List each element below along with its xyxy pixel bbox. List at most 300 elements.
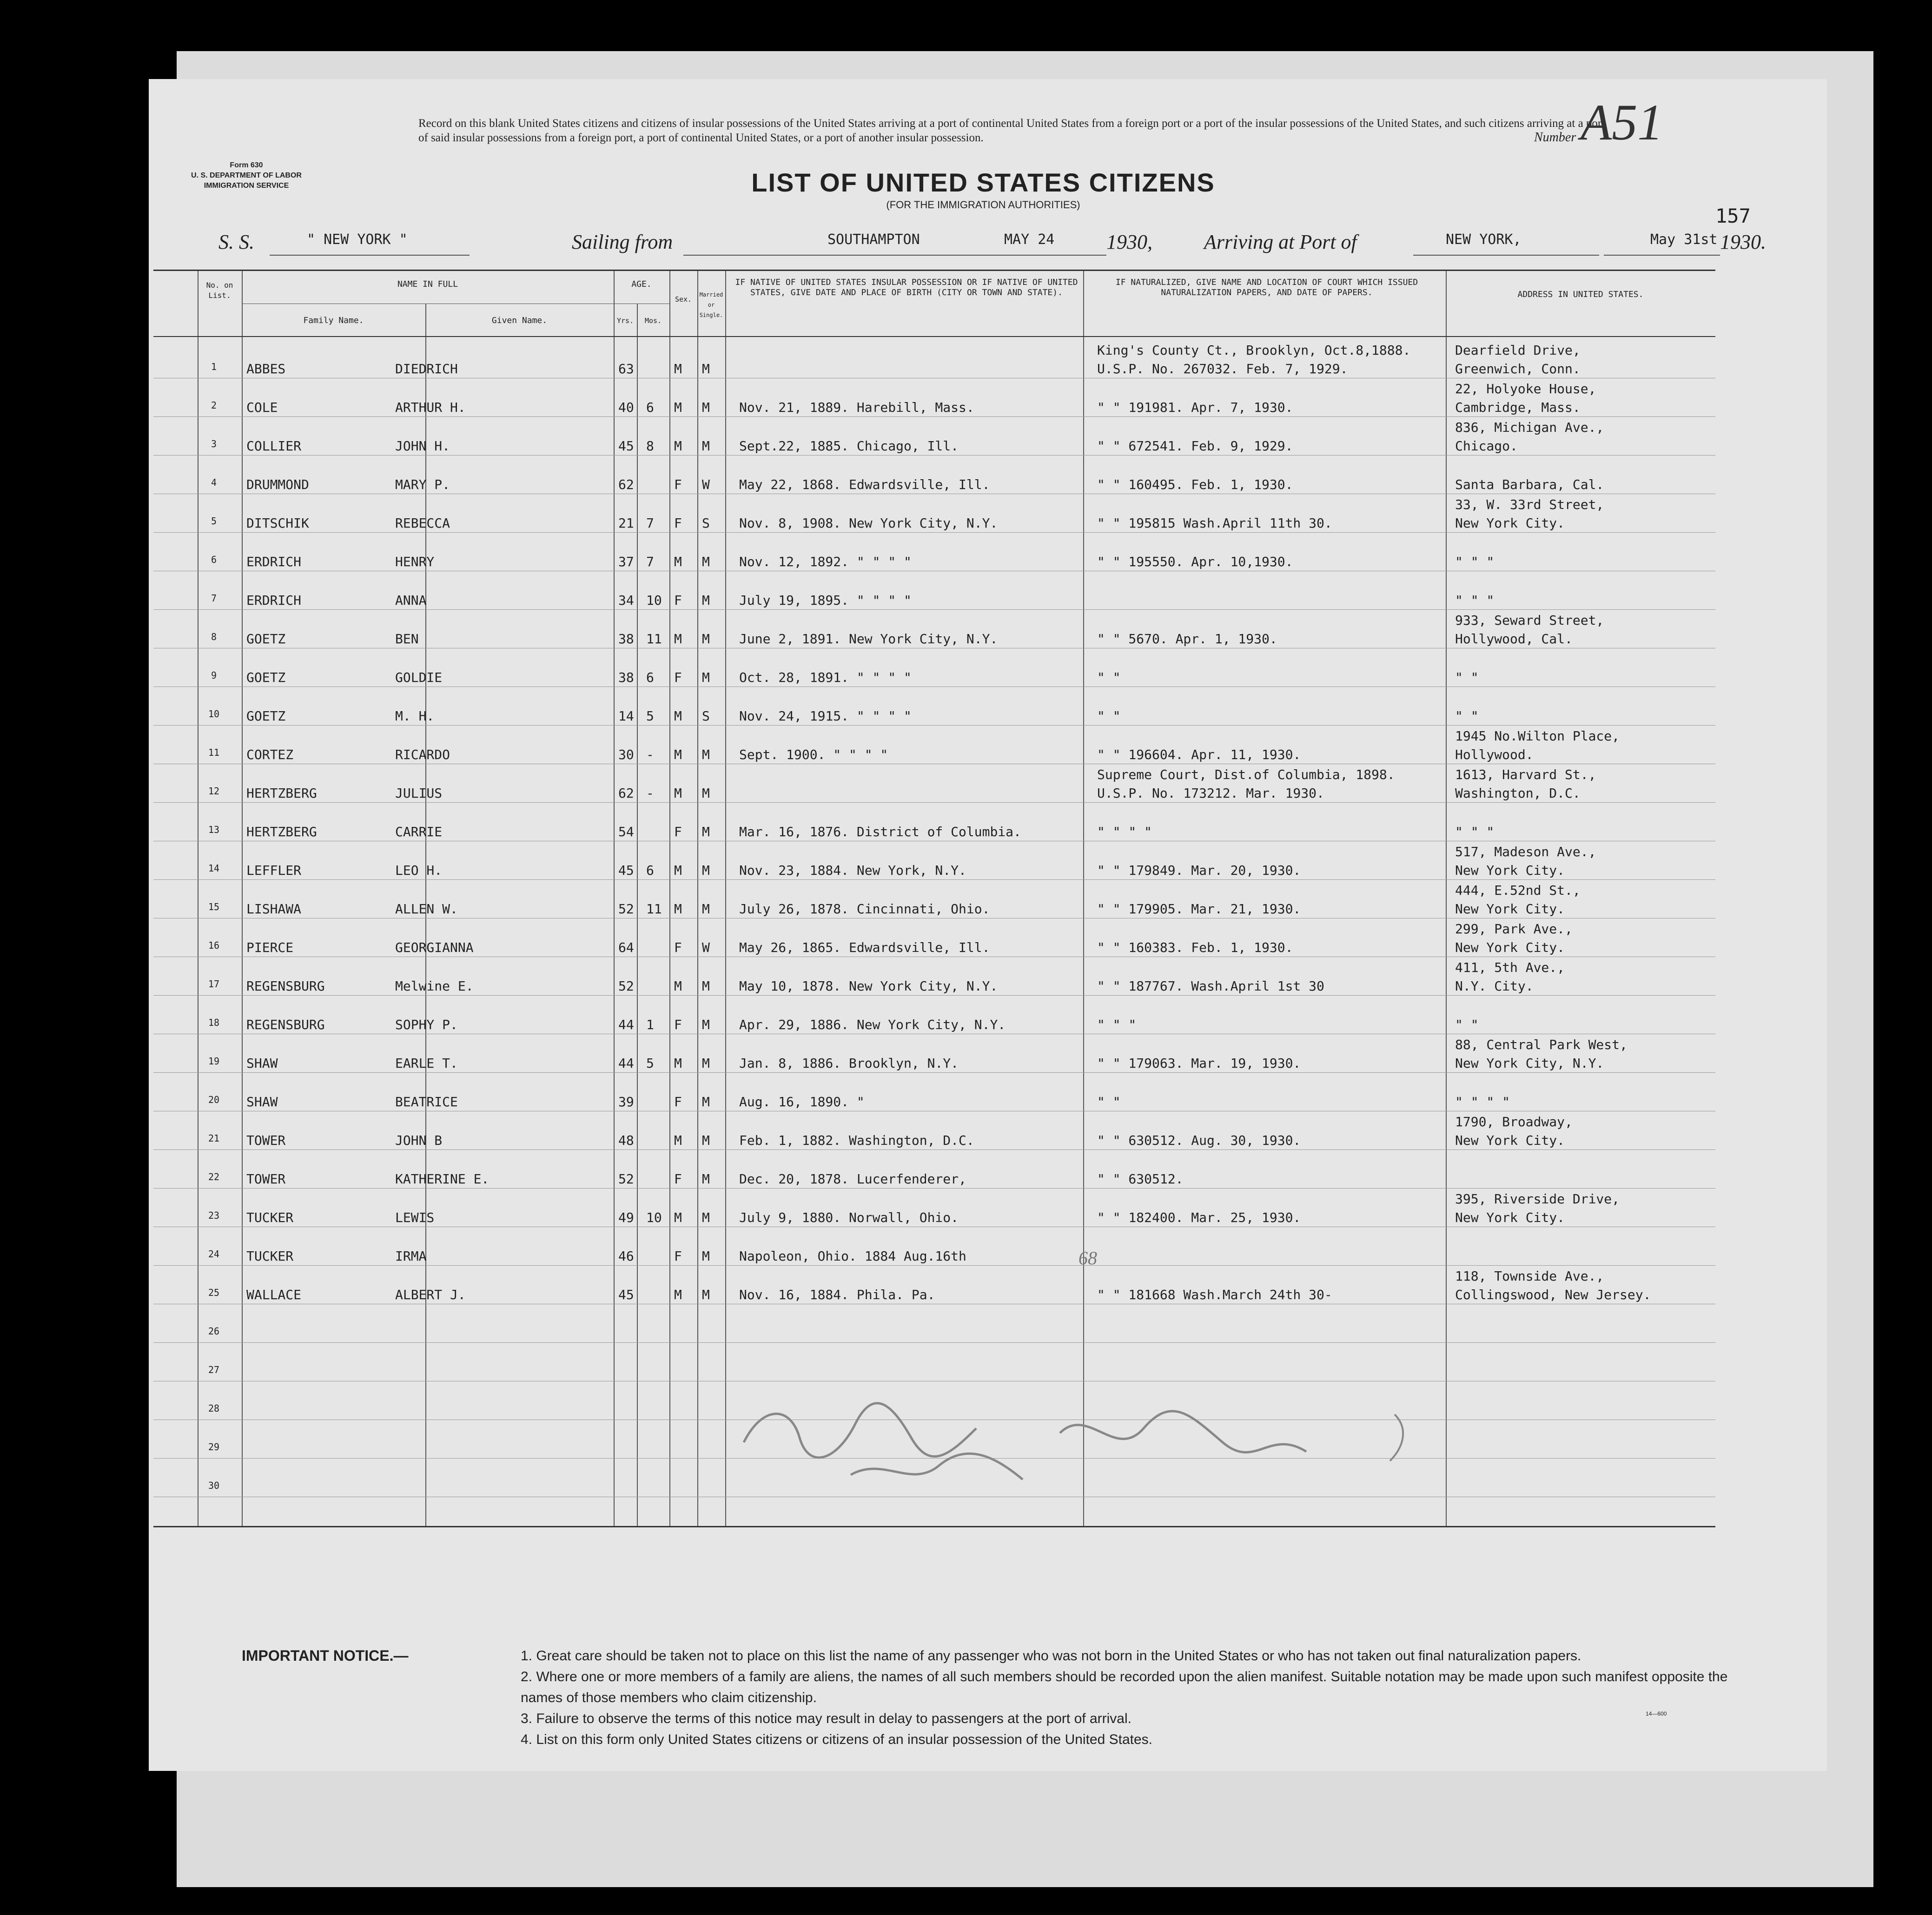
cell-addr1: Dearfield Drive, bbox=[1455, 343, 1581, 358]
cell-birth: Nov. 16, 1884. Phila. Pa. bbox=[739, 1287, 935, 1302]
cell-nat1: Supreme Court, Dist.of Columbia, 1898. bbox=[1097, 767, 1395, 782]
cell-addr2: N.Y. City. bbox=[1455, 978, 1534, 994]
cell-addr1: 836, Michigan Ave., bbox=[1455, 420, 1604, 435]
table-row bbox=[153, 842, 1715, 879]
cell-sex: F bbox=[674, 824, 682, 839]
cell-given: KATHERINE E. bbox=[395, 1171, 490, 1187]
cell-sex: F bbox=[674, 515, 682, 531]
cell-given: DIEDRICH bbox=[395, 361, 458, 376]
cell-nat2: U.S.P. No. 173212. Mar. 1930. bbox=[1097, 786, 1324, 801]
cell-sex: M bbox=[674, 1133, 682, 1148]
number-value: A51 bbox=[1581, 94, 1663, 151]
table-row bbox=[153, 1344, 1715, 1381]
cell-given: ARTHUR H. bbox=[395, 400, 466, 415]
form-number: Form 630 bbox=[230, 161, 263, 169]
cell-ms: M bbox=[702, 978, 710, 994]
cell-yrs: 37 bbox=[618, 554, 634, 569]
cell-nat2: " " 181668 Wash.March 24th 30- bbox=[1097, 1287, 1332, 1302]
cell-birth: May 26, 1865. Edwardsville, Ill. bbox=[739, 940, 990, 955]
ship-name: " NEW YORK " bbox=[307, 231, 408, 248]
cell-no: 24 bbox=[208, 1248, 220, 1260]
cell-no: 12 bbox=[208, 786, 220, 797]
header-no: No. on List. bbox=[206, 281, 233, 300]
cell-given: M. H. bbox=[395, 708, 435, 724]
cell-addr1: 444, E.52nd St., bbox=[1455, 883, 1581, 898]
cell-ms: M bbox=[702, 747, 710, 762]
cell-sex: M bbox=[674, 438, 682, 454]
cell-yrs: 46 bbox=[618, 1248, 634, 1264]
cell-given: MARY P. bbox=[395, 477, 450, 492]
cell-birth: June 2, 1891. New York City, N.Y. bbox=[739, 631, 998, 647]
cell-yrs: 40 bbox=[618, 400, 634, 415]
cell-birth: Sept.22, 1885. Chicago, Ill. bbox=[739, 438, 959, 454]
cell-yrs: 48 bbox=[618, 1133, 634, 1148]
top-instruction: Record on this blank United States citizens and citizens of insular possessions of the United States arriving at a port of continental United States from a foreign port or a port of the insular possessions of the United States, and such citizens arriving at a port of said insular possessions from a foreign port, a port of continental United States, or a port of another insular possession. bbox=[418, 117, 1605, 144]
cell-given: ANNA bbox=[395, 593, 427, 608]
cell-nat2: " " 196604. Apr. 11, 1930. bbox=[1097, 747, 1301, 762]
cell-nat2: " " 5670. Apr. 1, 1930. bbox=[1097, 631, 1277, 647]
cell-birth: May 22, 1868. Edwardsville, Ill. bbox=[739, 477, 990, 492]
cell-family: DRUMMOND bbox=[246, 477, 309, 492]
cell-nat2: U.S.P. No. 267032. Feb. 7, 1929. bbox=[1097, 361, 1348, 376]
cell-given: ALBERT J. bbox=[395, 1287, 466, 1302]
cell-nat2: " " 160495. Feb. 1, 1930. bbox=[1097, 477, 1293, 492]
cell-sex: M bbox=[674, 978, 682, 994]
punch-hole bbox=[81, 358, 97, 380]
cell-given: GOLDIE bbox=[395, 670, 443, 685]
cell-birth: Nov. 24, 1915. " " " " bbox=[739, 708, 912, 724]
cell-family: DITSCHIK bbox=[246, 515, 309, 531]
table-row bbox=[153, 379, 1715, 416]
cell-ms: M bbox=[702, 1094, 710, 1109]
cell-addr2: " " bbox=[1455, 708, 1479, 724]
arriving-label: Arriving at Port of bbox=[1204, 231, 1357, 253]
table-row bbox=[153, 1267, 1715, 1304]
cell-no: 7 bbox=[211, 593, 217, 604]
cell-given: LEO H. bbox=[395, 863, 443, 878]
cell-given: JULIUS bbox=[395, 786, 443, 801]
port-from: SOUTHAMPTON bbox=[827, 231, 920, 248]
cell-ms: M bbox=[702, 554, 710, 569]
handwritten-68: 68 bbox=[1078, 1248, 1097, 1268]
cell-family: TUCKER bbox=[246, 1210, 294, 1225]
cell-nat2: " " 630512. Aug. 30, 1930. bbox=[1097, 1133, 1301, 1148]
cell-nat2: " " 179849. Mar. 20, 1930. bbox=[1097, 863, 1301, 878]
table-row bbox=[153, 1305, 1715, 1342]
cell-ms: M bbox=[702, 786, 710, 801]
cell-given: REBECCA bbox=[395, 515, 450, 531]
cell-no: 16 bbox=[208, 940, 220, 951]
sail-year: 1930, bbox=[1106, 231, 1152, 253]
table-row bbox=[153, 341, 1715, 378]
punch-hole bbox=[1901, 1552, 1915, 1571]
table-row bbox=[153, 534, 1715, 571]
cell-birth: Oct. 28, 1891. " " " " bbox=[739, 670, 912, 685]
cell-ms: M bbox=[702, 824, 710, 839]
cell-ms: M bbox=[702, 438, 710, 454]
cell-mos: 10 bbox=[646, 593, 662, 608]
cell-addr2: " " " bbox=[1455, 593, 1495, 608]
cell-no: 15 bbox=[208, 901, 220, 912]
arrive-date: May 31st bbox=[1650, 231, 1718, 248]
cell-yrs: 54 bbox=[618, 824, 634, 839]
cell-addr1: 88, Central Park West, bbox=[1455, 1037, 1628, 1052]
cell-addr2: New York City. bbox=[1455, 1133, 1565, 1148]
cell-yrs: 39 bbox=[618, 1094, 634, 1109]
cell-family: COLLIER bbox=[246, 438, 302, 454]
table-row bbox=[153, 1151, 1715, 1188]
cell-nat2: " " 195550. Apr. 10,1930. bbox=[1097, 554, 1293, 569]
cell-yrs: 44 bbox=[618, 1056, 634, 1071]
cell-yrs: 21 bbox=[618, 515, 634, 531]
cell-nat2: " " bbox=[1097, 1094, 1121, 1109]
cell-sex: M bbox=[674, 786, 682, 801]
punch-hole bbox=[81, 1348, 97, 1370]
manifest-page bbox=[149, 79, 1827, 1771]
cell-ms: M bbox=[702, 361, 710, 376]
cell-family: PIERCE bbox=[246, 940, 294, 955]
cell-given: ALLEN W. bbox=[395, 901, 458, 917]
cell-addr1: 118, Townside Ave., bbox=[1455, 1268, 1604, 1284]
cell-no: 29 bbox=[208, 1441, 220, 1453]
table-row bbox=[153, 611, 1715, 648]
cell-family: LISHAWA bbox=[246, 901, 302, 917]
header-naturalized: IF NATURALIZED, GIVE NAME AND LOCATION OF COURT WHICH ISSUED NATURALIZATION PAPERS, AND DATE OF PAPERS. bbox=[1115, 277, 1418, 297]
cell-family: COLE bbox=[246, 400, 278, 415]
header-married: Married or Single. bbox=[699, 291, 723, 318]
cell-no: 4 bbox=[211, 477, 217, 488]
cell-birth: July 9, 1880. Norwall, Ohio. bbox=[739, 1210, 959, 1225]
cell-nat2: " " 182400. Mar. 25, 1930. bbox=[1097, 1210, 1301, 1225]
cell-no: 30 bbox=[208, 1480, 220, 1491]
department-name: U. S. DEPARTMENT OF LABOR bbox=[191, 172, 302, 179]
header-birth: IF NATIVE OF UNITED STATES INSULAR POSSESSION OR IF NATIVE OF UNITED STATES, GIVE DATE AND PLACE OF BIRTH (CITY OR TOWN AND STATE). bbox=[735, 277, 1078, 297]
cell-yrs: 45 bbox=[618, 1287, 634, 1302]
cell-ms: M bbox=[702, 1171, 710, 1187]
cell-no: 13 bbox=[208, 824, 220, 835]
cell-birth: Aug. 16, 1890. " bbox=[739, 1094, 865, 1109]
cell-ms: M bbox=[702, 1056, 710, 1071]
cell-mos: - bbox=[646, 786, 654, 801]
cell-addr1: 1790, Broadway, bbox=[1455, 1114, 1573, 1129]
cell-family: SHAW bbox=[246, 1094, 278, 1109]
table-row bbox=[153, 688, 1715, 725]
cell-addr2: Cambridge, Mass. bbox=[1455, 400, 1581, 415]
cell-family: GOETZ bbox=[246, 631, 286, 647]
cell-birth: Dec. 20, 1878. Lucerfenderer, bbox=[739, 1171, 966, 1187]
cell-given: JOHN B bbox=[395, 1133, 443, 1148]
cell-given: LEWIS bbox=[395, 1210, 435, 1225]
cell-mos: 5 bbox=[646, 1056, 654, 1071]
cell-no: 21 bbox=[208, 1133, 220, 1144]
table-row bbox=[153, 1074, 1715, 1111]
cell-birth: Sept. 1900. " " " " bbox=[739, 747, 888, 762]
cell-family: CORTEZ bbox=[246, 747, 294, 762]
cell-sex: F bbox=[674, 1017, 682, 1032]
cell-no: 23 bbox=[208, 1210, 220, 1221]
cell-ms: M bbox=[702, 593, 710, 608]
form-code: 14—600 bbox=[1646, 1710, 1667, 1717]
number-label: Number bbox=[1534, 130, 1576, 145]
cell-addr2: Collingswood, New Jersey. bbox=[1455, 1287, 1651, 1302]
cell-addr2: New York City. bbox=[1455, 863, 1565, 878]
cell-sex: M bbox=[674, 361, 682, 376]
cell-addr2: " " " bbox=[1455, 554, 1495, 569]
cell-addr2: " " bbox=[1455, 1017, 1479, 1032]
table-row bbox=[153, 1228, 1715, 1265]
cell-addr2: Santa Barbara, Cal. bbox=[1455, 477, 1604, 492]
cell-nat2: " " 672541. Feb. 9, 1929. bbox=[1097, 438, 1293, 454]
cell-sex: F bbox=[674, 670, 682, 685]
cell-birth: Nov. 12, 1892. " " " " bbox=[739, 554, 912, 569]
cell-ms: M bbox=[702, 863, 710, 878]
notice-item-4: 4. List on this form only United States citizens or citizens of an insular possession of the United States. bbox=[521, 1732, 1153, 1747]
cell-family: GOETZ bbox=[246, 670, 286, 685]
table-row bbox=[153, 1189, 1715, 1227]
cell-addr1: 22, Holyoke House, bbox=[1455, 381, 1596, 396]
cell-given: BEATRICE bbox=[395, 1094, 458, 1109]
sail-date: MAY 24 bbox=[1004, 231, 1055, 248]
punch-hole bbox=[81, 1102, 97, 1124]
cell-mos: 7 bbox=[646, 554, 654, 569]
notice-item-1: 1. Great care should be taken not to place on this list the name of any passenger who was not born in the United States or who has not taken out final naturalization papers. bbox=[521, 1648, 1581, 1664]
cell-sex: M bbox=[674, 747, 682, 762]
cell-nat2: " " " " bbox=[1097, 824, 1152, 839]
cell-yrs: 62 bbox=[618, 786, 634, 801]
notice-item-3: 3. Failure to observe the terms of this notice may result in delay to passengers at the port of arrival. bbox=[521, 1711, 1131, 1726]
cell-family: WALLACE bbox=[246, 1287, 302, 1302]
cell-given: SOPHY P. bbox=[395, 1017, 458, 1032]
cell-family: HERTZBERG bbox=[246, 786, 317, 801]
page-title: LIST OF UNITED STATES CITIZENS bbox=[751, 168, 1215, 197]
notice-item-2: 2. Where one or more members of a family are aliens, the names of all such members should be recorded upon the alien manifest. Suitable notation may be made upon such manifest opposite the names of those members who claim citizenship. bbox=[521, 1669, 1728, 1705]
table-row bbox=[153, 958, 1715, 995]
table-row bbox=[153, 495, 1715, 532]
cell-yrs: 45 bbox=[618, 438, 634, 454]
table-row bbox=[153, 726, 1715, 764]
cell-no: 2 bbox=[211, 400, 217, 411]
cell-mos: 11 bbox=[646, 631, 662, 647]
cell-addr2: Chicago. bbox=[1455, 438, 1518, 454]
port-to: NEW YORK, bbox=[1446, 231, 1522, 248]
header-given: Given Name. bbox=[491, 316, 548, 325]
punch-hole bbox=[81, 855, 97, 878]
cell-ms: M bbox=[702, 1287, 710, 1302]
cell-birth: Jan. 8, 1886. Brooklyn, N.Y. bbox=[739, 1056, 959, 1071]
cell-birth: Napoleon, Ohio. 1884 Aug.16th bbox=[739, 1248, 966, 1264]
cell-no: 18 bbox=[208, 1017, 220, 1028]
cell-no: 26 bbox=[208, 1326, 220, 1337]
cell-yrs: 45 bbox=[618, 863, 634, 878]
cell-ms: W bbox=[702, 477, 710, 492]
header-yrs: Yrs. bbox=[616, 317, 634, 325]
cell-addr2: New York City. bbox=[1455, 515, 1565, 531]
header-address: ADDRESS IN UNITED STATES. bbox=[1517, 290, 1644, 299]
cell-no: 28 bbox=[208, 1403, 220, 1414]
cell-birth: Apr. 29, 1886. New York City, N.Y. bbox=[739, 1017, 1006, 1032]
cell-yrs: 64 bbox=[618, 940, 634, 955]
cell-ms: M bbox=[702, 1210, 710, 1225]
cell-no: 27 bbox=[208, 1364, 220, 1375]
cell-no: 9 bbox=[211, 670, 217, 681]
cell-birth: Feb. 1, 1882. Washington, D.C. bbox=[739, 1133, 974, 1148]
cell-no: 10 bbox=[208, 708, 220, 720]
cell-yrs: 14 bbox=[618, 708, 634, 724]
cell-given: EARLE T. bbox=[395, 1056, 458, 1071]
cell-given: JOHN H. bbox=[395, 438, 450, 454]
cell-yrs: 49 bbox=[618, 1210, 634, 1225]
cell-addr2: " " " bbox=[1455, 824, 1495, 839]
cell-nat2: " " bbox=[1097, 670, 1121, 685]
cell-sex: M bbox=[674, 708, 682, 724]
cell-family: TUCKER bbox=[246, 1248, 294, 1264]
cell-addr1: 411, 5th Ave., bbox=[1455, 960, 1565, 975]
cell-no: 25 bbox=[208, 1287, 220, 1298]
cell-mos: 6 bbox=[646, 863, 654, 878]
cell-family: ERDRICH bbox=[246, 593, 302, 608]
table-row bbox=[153, 804, 1715, 841]
cell-ms: S bbox=[702, 708, 710, 724]
cell-mos: 11 bbox=[646, 901, 662, 917]
punch-hole bbox=[81, 609, 97, 631]
cell-sex: M bbox=[674, 901, 682, 917]
cell-no: 19 bbox=[208, 1056, 220, 1067]
cell-birth: Nov. 23, 1884. New York, N.Y. bbox=[739, 863, 966, 878]
cell-given: HENRY bbox=[395, 554, 435, 569]
cell-addr1: 33, W. 33rd Street, bbox=[1455, 497, 1604, 512]
table-row bbox=[153, 456, 1715, 494]
header-mos: Mos. bbox=[644, 317, 662, 325]
cell-mos: - bbox=[646, 747, 654, 762]
cell-addr2: New York City. bbox=[1455, 901, 1565, 917]
cell-no: 6 bbox=[211, 554, 217, 565]
cell-mos: 8 bbox=[646, 438, 654, 454]
cell-given: GEORGIANNA bbox=[395, 940, 474, 955]
cell-yrs: 52 bbox=[618, 978, 634, 994]
cell-given: RICARDO bbox=[395, 747, 450, 762]
cell-no: 14 bbox=[208, 863, 220, 874]
cell-addr1: 517, Madeson Ave., bbox=[1455, 844, 1596, 859]
cell-sex: F bbox=[674, 593, 682, 608]
cell-yrs: 44 bbox=[618, 1017, 634, 1032]
ss-label: S. S. bbox=[218, 231, 254, 253]
cell-addr2: Greenwich, Conn. bbox=[1455, 361, 1581, 376]
cell-family: ERDRICH bbox=[246, 554, 302, 569]
cell-family: REGENSBURG bbox=[246, 978, 325, 994]
cell-addr2: " " " " bbox=[1455, 1094, 1510, 1109]
cell-sex: M bbox=[674, 400, 682, 415]
cell-ms: S bbox=[702, 515, 710, 531]
cell-ms: M bbox=[702, 901, 710, 917]
cell-given: BEN bbox=[395, 631, 419, 647]
table-row bbox=[153, 919, 1715, 957]
cell-addr1: 1945 No.Wilton Place, bbox=[1455, 728, 1620, 744]
punch-hole bbox=[1901, 1390, 1915, 1408]
cell-yrs: 38 bbox=[618, 631, 634, 647]
cell-ms: M bbox=[702, 1248, 710, 1264]
cell-sex: F bbox=[674, 1171, 682, 1187]
cell-no: 17 bbox=[208, 978, 220, 990]
handwritten-signature bbox=[734, 1387, 1525, 1503]
cell-nat1: King's County Ct., Brooklyn, Oct.8,1888. bbox=[1097, 343, 1411, 358]
page-subtitle: (FOR THE IMMIGRATION AUTHORITIES) bbox=[886, 199, 1080, 211]
table-row bbox=[153, 1112, 1715, 1149]
page-number: 157 bbox=[1715, 205, 1751, 227]
cell-given: CARRIE bbox=[395, 824, 443, 839]
arrive-year: 1930. bbox=[1720, 231, 1766, 253]
cell-addr2: Hollywood. bbox=[1455, 747, 1534, 762]
cell-sex: M bbox=[674, 863, 682, 878]
service-name: IMMIGRATION SERVICE bbox=[204, 182, 289, 190]
cell-family: ABBES bbox=[246, 361, 286, 376]
sailing-label: Sailing from bbox=[572, 231, 673, 253]
cell-no: 20 bbox=[208, 1094, 220, 1105]
cell-addr2: " " bbox=[1455, 670, 1479, 685]
cell-family: TOWER bbox=[246, 1171, 286, 1187]
cell-family: LEFFLER bbox=[246, 863, 302, 878]
cell-sex: F bbox=[674, 940, 682, 955]
cell-mos: 7 bbox=[646, 515, 654, 531]
table-row bbox=[153, 418, 1715, 455]
cell-mos: 5 bbox=[646, 708, 654, 724]
cell-yrs: 30 bbox=[618, 747, 634, 762]
punch-hole bbox=[1901, 1074, 1915, 1092]
cell-ms: M bbox=[702, 670, 710, 685]
cell-addr1: 933, Seward Street, bbox=[1455, 613, 1604, 628]
cell-mos: 6 bbox=[646, 400, 654, 415]
cell-no: 8 bbox=[211, 631, 217, 642]
cell-addr1: 1613, Harvard St., bbox=[1455, 767, 1596, 782]
cell-yrs: 52 bbox=[618, 901, 634, 917]
cell-nat2: " " 195815 Wash.April 11th 30. bbox=[1097, 515, 1332, 531]
cell-sex: M bbox=[674, 554, 682, 569]
cell-sex: F bbox=[674, 477, 682, 492]
cell-family: SHAW bbox=[246, 1056, 278, 1071]
cell-sex: M bbox=[674, 1056, 682, 1071]
cell-ms: W bbox=[702, 940, 710, 955]
cell-birth: May 10, 1878. New York City, N.Y. bbox=[739, 978, 998, 994]
cell-birth: Nov. 8, 1908. New York City, N.Y. bbox=[739, 515, 998, 531]
punch-hole bbox=[1901, 469, 1915, 488]
cell-sex: M bbox=[674, 631, 682, 647]
cell-no: 11 bbox=[208, 747, 220, 758]
cell-no: 22 bbox=[208, 1171, 220, 1182]
table-row bbox=[153, 572, 1715, 609]
cell-yrs: 38 bbox=[618, 670, 634, 685]
cell-birth: Mar. 16, 1876. District of Columbia. bbox=[739, 824, 1021, 839]
table-row bbox=[153, 997, 1715, 1034]
cell-sex: F bbox=[674, 1248, 682, 1264]
cell-given: IRMA bbox=[395, 1248, 427, 1264]
cell-addr2: Hollywood, Cal. bbox=[1455, 631, 1573, 647]
citizens-table bbox=[153, 270, 1715, 1527]
cell-birth: July 19, 1895. " " " " bbox=[739, 593, 912, 608]
cell-birth: July 26, 1878. Cincinnati, Ohio. bbox=[739, 901, 990, 917]
cell-ms: M bbox=[702, 1017, 710, 1032]
cell-family: GOETZ bbox=[246, 708, 286, 724]
cell-yrs: 34 bbox=[618, 593, 634, 608]
header-age: AGE. bbox=[631, 279, 652, 289]
cell-mos: 6 bbox=[646, 670, 654, 685]
cell-ms: M bbox=[702, 400, 710, 415]
table-row bbox=[153, 881, 1715, 918]
cell-nat2: " " 160383. Feb. 1, 1930. bbox=[1097, 940, 1293, 955]
cell-yrs: 63 bbox=[618, 361, 634, 376]
punch-hole bbox=[1901, 786, 1915, 804]
cell-mos: 1 bbox=[646, 1017, 654, 1032]
cell-addr2: New York City. bbox=[1455, 940, 1565, 955]
cell-addr1: 395, Riverside Drive, bbox=[1455, 1191, 1620, 1207]
